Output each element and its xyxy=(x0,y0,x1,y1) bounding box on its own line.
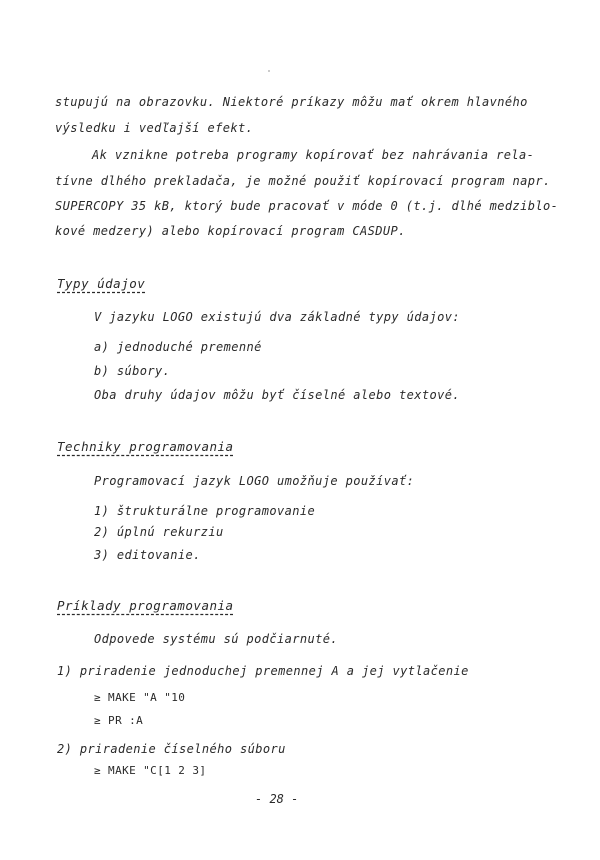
types-note: Oba druhy údajov môžu byť číselné alebo textové. xyxy=(94,388,460,402)
example-2-code-1: ≥ MAKE "C[1 2 3] xyxy=(94,764,207,777)
techniques-intro: Programovací jazyk LOGO umožňuje používať: xyxy=(94,474,415,488)
intro-line-1: stupujú na obrazovku. Niektoré príkazy môžu mať okrem hlavného xyxy=(55,95,528,109)
types-intro: V jazyku LOGO existujú dva základné typy údajov: xyxy=(94,310,460,324)
para2-line-3: SUPERCOPY 35 kB, ktorý bude pracovať v móde 0 (t.j. dlhé medziblo- xyxy=(55,199,559,213)
techniques-item-1: 1) štrukturálne programovanie xyxy=(94,504,316,518)
section-heading-techniques: Techniky programovania xyxy=(57,439,234,454)
example-1-title: 1) priradenie jednoduchej premennej A a jej vytlačenie xyxy=(57,664,469,678)
para2-line-4: kové medzery) alebo kopírovací program CASDUP. xyxy=(55,224,406,238)
example-1-code-1: ≥ MAKE "A "10 xyxy=(94,691,186,704)
page-number: - 28 - xyxy=(255,792,299,806)
example-2-title: 2) priradenie číselného súboru xyxy=(57,742,286,756)
types-item-a: a) jednoduché premenné xyxy=(94,340,262,354)
techniques-item-2: 2) úplnú rekurziu xyxy=(94,525,224,539)
speck xyxy=(268,70,270,72)
para2-line-1: Ak vznikne potreba programy kopírovať bez nahrávania rela- xyxy=(92,148,535,162)
techniques-item-3: 3) editovanie. xyxy=(94,548,201,562)
example-1-code-2: ≥ PR :A xyxy=(94,714,144,727)
para2-line-2: tívne dlhého prekladača, je možné použiť kopírovací program napr. xyxy=(55,174,551,188)
intro-line-2: výsledku i vedľajší efekt. xyxy=(55,121,254,135)
section-heading-examples: Príklady programovania xyxy=(57,598,234,613)
section-heading-types: Typy údajov xyxy=(57,276,146,291)
types-item-b: b) súbory. xyxy=(94,364,171,378)
examples-intro: Odpovede systému sú podčiarnuté. xyxy=(94,632,338,646)
